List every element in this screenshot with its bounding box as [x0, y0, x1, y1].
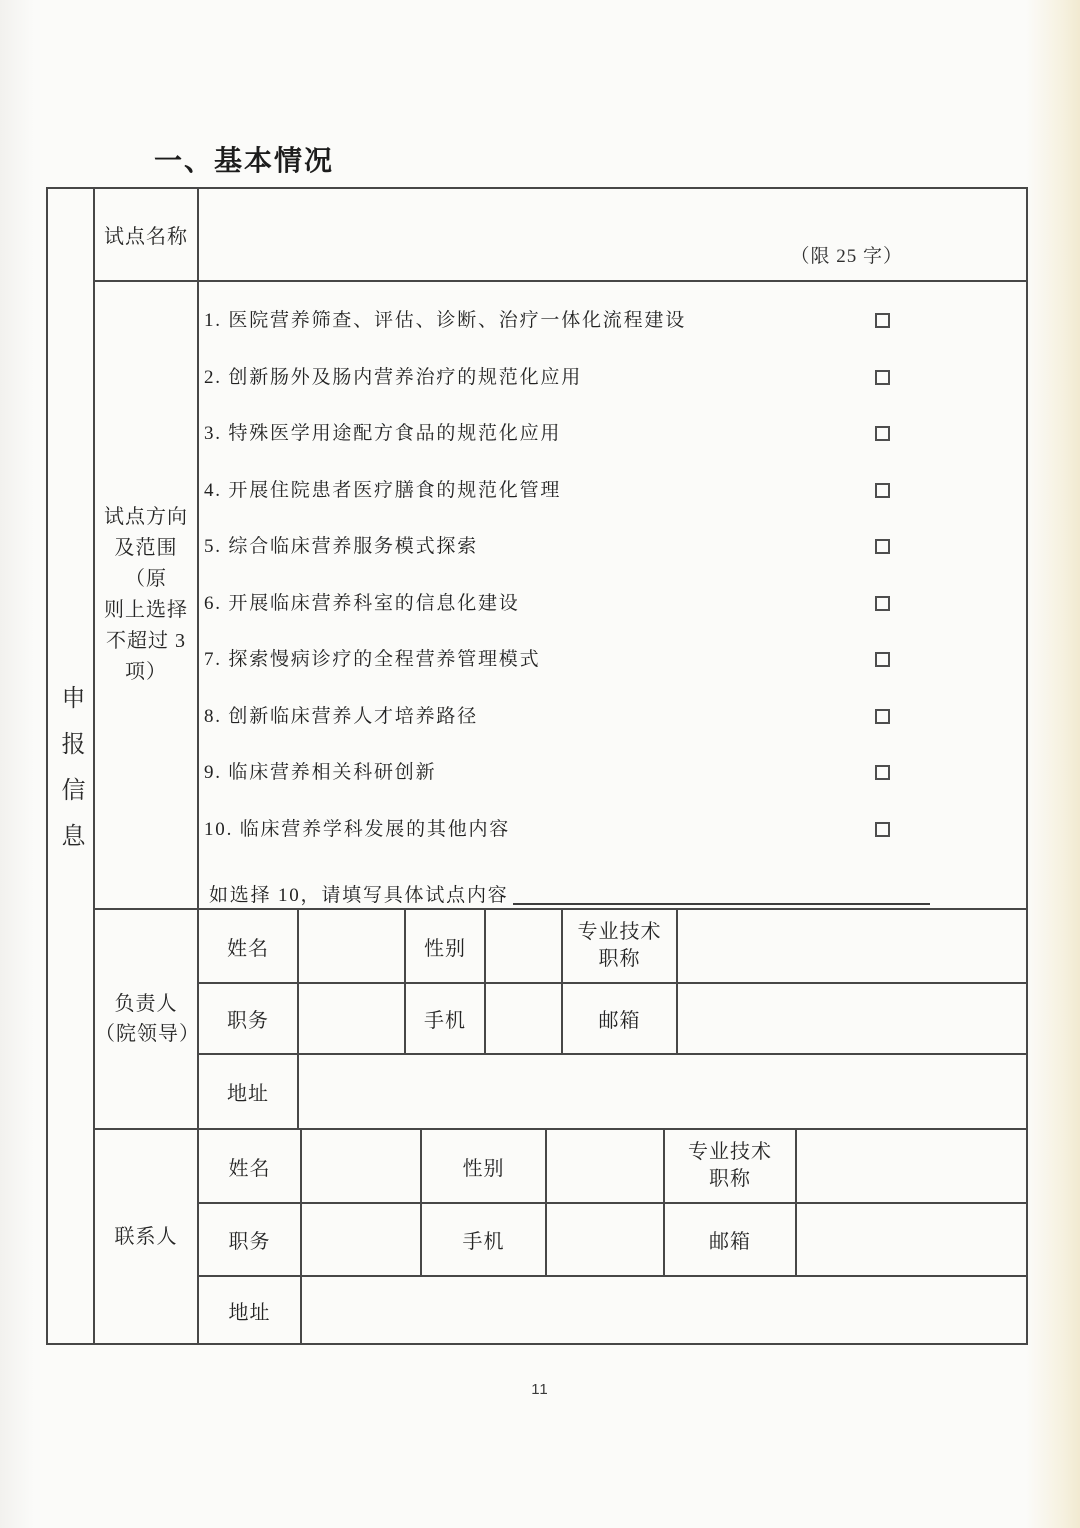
pilot-name-input-cell[interactable]: [199, 189, 1026, 282]
section-title: 一、基本情况: [154, 145, 335, 176]
leader-title-input-cell[interactable]: [678, 910, 1026, 984]
contact-name-label: [199, 1130, 302, 1204]
direction-option: [204, 366, 1026, 423]
direction-option: [204, 592, 1026, 649]
checkbox-icon[interactable]: [875, 822, 890, 837]
pilot-name-label-cell: [95, 189, 199, 282]
leader-mobile-label: [406, 984, 486, 1055]
checkbox-icon[interactable]: [875, 765, 890, 780]
checkbox-icon[interactable]: [875, 652, 890, 667]
field-label: 邮箱: [709, 1231, 751, 1253]
contact-title-label: [665, 1130, 797, 1204]
fill-in-line[interactable]: [513, 903, 930, 905]
checkbox-icon[interactable]: [875, 596, 890, 611]
contact-gender-input-cell[interactable]: [547, 1130, 665, 1204]
checkbox-icon[interactable]: [875, 483, 890, 498]
field-label-line: 专业技术: [688, 1141, 772, 1163]
field-label: 性别: [424, 937, 466, 960]
leader-address-label: [199, 1055, 299, 1130]
direction-option: [204, 309, 1026, 366]
other-note-label: 如选择 10，请填写具体试点内容: [209, 885, 509, 906]
direction-option: [204, 648, 1026, 705]
contact-duty-input-cell[interactable]: [302, 1204, 422, 1277]
checkbox-icon[interactable]: [875, 539, 890, 554]
field-label: 邮箱: [598, 1010, 641, 1032]
direction-option: [204, 818, 1026, 875]
direction-option: [204, 479, 1026, 536]
option-text: 3. 特殊医学用途配方食品的规范化应用: [204, 423, 562, 444]
direction-option: [204, 422, 1026, 479]
checkbox-icon[interactable]: [875, 709, 890, 724]
pilot-name-label: 试点名称: [104, 226, 188, 248]
field-label: 地址: [227, 1083, 269, 1105]
field-label: 地址: [228, 1301, 271, 1324]
leader-label-cell: [95, 910, 199, 1130]
checkbox-icon[interactable]: [875, 426, 890, 441]
option-text: 2. 创新肠外及肠内营养治疗的规范化应用: [204, 366, 583, 388]
direction-option: [204, 535, 1026, 592]
leader-duty-label: [199, 984, 299, 1055]
option-text: 6. 开展临床营养科室的信息化建设: [204, 592, 520, 614]
other-note-row: [204, 874, 1026, 908]
field-label-line: 专业技术: [577, 921, 662, 943]
contact-gender-label: [422, 1130, 547, 1204]
direction-label-line: 试点方向: [104, 506, 188, 528]
contact-name-input-cell[interactable]: [302, 1130, 422, 1204]
leader-label-line: 负责人: [114, 993, 178, 1015]
char-limit-hint: （限 25 字）: [790, 246, 903, 267]
leader-label-line: （院领导）: [95, 1023, 200, 1045]
page-number: 11: [531, 1381, 549, 1398]
option-text: 4. 开展住院患者医疗膳食的规范化管理: [204, 479, 562, 501]
option-text: 1. 医院营养筛查、评估、诊断、治疗一体化流程建设: [204, 310, 687, 331]
contact-title-input-cell[interactable]: [797, 1130, 1026, 1204]
option-text: 10. 临床营养学科发展的其他内容: [204, 818, 511, 840]
direction-option: [204, 705, 1026, 762]
contact-label: 联系人: [114, 1225, 178, 1248]
field-label-line: 职称: [598, 948, 641, 970]
field-label: 手机: [424, 1010, 466, 1032]
option-text: 8. 创新临床营养人才培养路径: [204, 705, 479, 727]
direction-options-cell: [199, 282, 1026, 910]
field-label: 姓名: [228, 1157, 271, 1180]
field-label: 手机: [462, 1231, 505, 1253]
field-label-line: 职称: [709, 1168, 751, 1190]
contact-email-label: [665, 1204, 797, 1277]
direction-options-list: [199, 282, 1026, 908]
contact-mobile-input-cell[interactable]: [547, 1204, 665, 1277]
direction-label-line: 项）: [125, 661, 167, 683]
leader-mobile-input-cell[interactable]: [486, 984, 563, 1055]
contact-address-input-cell[interactable]: [302, 1277, 1026, 1343]
leader-email-input-cell[interactable]: [678, 984, 1026, 1055]
direction-label-line: 不超过 3: [106, 630, 186, 652]
field-label: 姓名: [227, 937, 269, 960]
checkbox-icon[interactable]: [875, 370, 890, 385]
leader-gender-input-cell[interactable]: [486, 910, 563, 984]
row-group-label-cell: [48, 189, 95, 1343]
field-label: 性别: [462, 1157, 505, 1180]
leader-gender-label: [406, 910, 486, 984]
leader-name-label: [199, 910, 299, 984]
option-text: 7. 探索慢病诊疗的全程营养管理模式: [204, 649, 541, 670]
field-label: 职务: [228, 1231, 271, 1253]
leader-title-label: [563, 910, 678, 984]
leader-address-input-cell[interactable]: [299, 1055, 1026, 1130]
direction-label-line: 及范围（原: [114, 537, 178, 590]
contact-label-cell: [95, 1130, 199, 1343]
row-group-label: 申报信息: [57, 685, 83, 869]
field-label: 职务: [227, 1010, 269, 1032]
direction-option: [204, 761, 1026, 818]
application-form-table: [46, 187, 1028, 1345]
leader-duty-input-cell[interactable]: [299, 984, 406, 1055]
leader-email-label: [563, 984, 678, 1055]
direction-scope-label-cell: [95, 282, 199, 910]
contact-email-input-cell[interactable]: [797, 1204, 1026, 1277]
option-text: 9. 临床营养相关科研创新: [204, 762, 437, 783]
option-text: 5. 综合临床营养服务模式探索: [204, 536, 479, 557]
contact-mobile-label: [422, 1204, 547, 1277]
contact-address-label: [199, 1277, 302, 1343]
direction-label-line: 则上选择: [104, 599, 188, 621]
leader-name-input-cell[interactable]: [299, 910, 406, 984]
checkbox-icon[interactable]: [875, 313, 890, 328]
contact-duty-label: [199, 1204, 302, 1277]
